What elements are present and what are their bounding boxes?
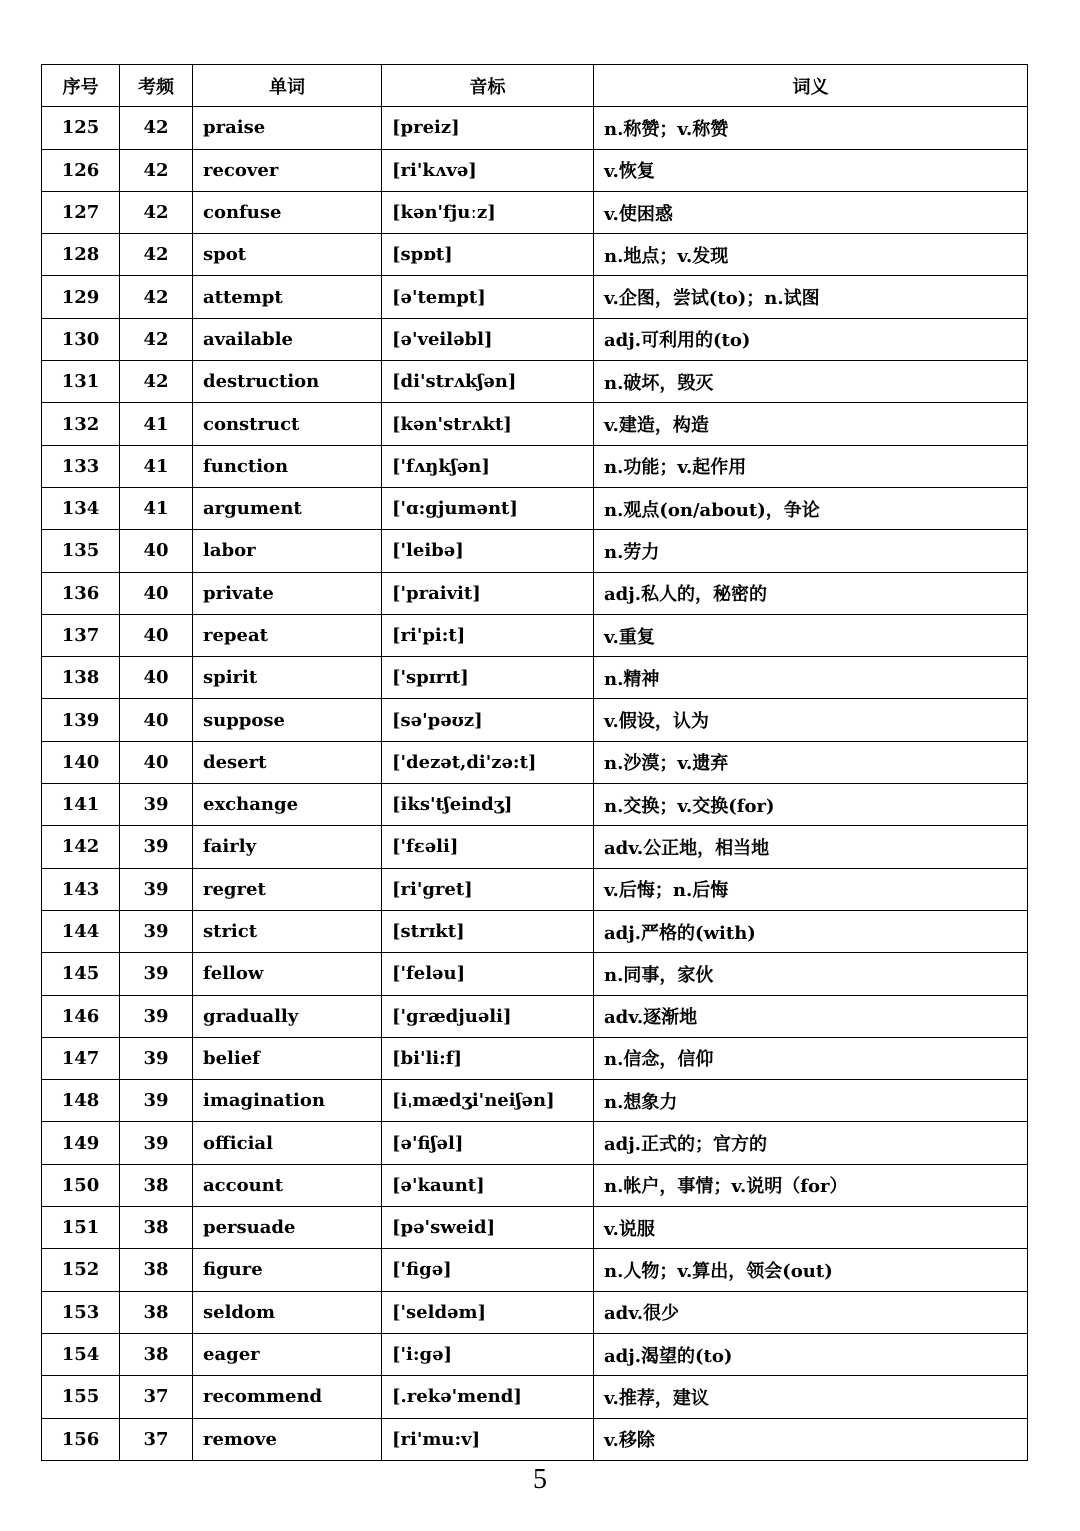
table-row — [42, 1207, 1028, 1249]
cell-meaning: v.使困惑 — [594, 191, 1028, 233]
cell-index: 147 — [42, 1037, 120, 1079]
table-row — [42, 1291, 1028, 1333]
cell-word: figure — [193, 1249, 382, 1291]
cell-index: 126 — [42, 149, 120, 191]
header-index: 序号 — [42, 65, 120, 107]
table-row — [42, 361, 1028, 403]
table-row — [42, 1333, 1028, 1375]
table-row — [42, 318, 1028, 360]
table-header — [42, 65, 1028, 107]
cell-meaning: adv.公正地，相当地 — [594, 826, 1028, 868]
cell-index: 142 — [42, 826, 120, 868]
cell-meaning: v.假设，认为 — [594, 699, 1028, 741]
cell-index: 139 — [42, 699, 120, 741]
cell-frequency: 42 — [120, 107, 193, 149]
cell-phonetic: ['praivit] — [382, 572, 594, 614]
table-row — [42, 1164, 1028, 1206]
cell-frequency: 39 — [120, 953, 193, 995]
table-row — [42, 614, 1028, 656]
cell-meaning: n.人物；v.算出，领会(out) — [594, 1249, 1028, 1291]
cell-meaning: n.沙漠；v.遗弃 — [594, 741, 1028, 783]
table-row — [42, 191, 1028, 233]
cell-index: 154 — [42, 1333, 120, 1375]
cell-frequency: 38 — [120, 1249, 193, 1291]
cell-meaning: n.信念，信仰 — [594, 1037, 1028, 1079]
cell-frequency: 37 — [120, 1418, 193, 1460]
cell-phonetic: [kən'strʌkt] — [382, 403, 594, 445]
cell-word: confuse — [193, 191, 382, 233]
cell-meaning: n.同事，家伙 — [594, 953, 1028, 995]
cell-phonetic: [ə'kaunt] — [382, 1164, 594, 1206]
table-row — [42, 995, 1028, 1037]
cell-meaning: adv.逐渐地 — [594, 995, 1028, 1037]
cell-phonetic: ['i:gə] — [382, 1333, 594, 1375]
cell-frequency: 40 — [120, 657, 193, 699]
cell-meaning: adj.私人的，秘密的 — [594, 572, 1028, 614]
cell-phonetic: [preiz] — [382, 107, 594, 149]
cell-word: spirit — [193, 657, 382, 699]
cell-meaning: adj.渴望的(to) — [594, 1333, 1028, 1375]
cell-phonetic: [iks'tʃeindʒ] — [382, 784, 594, 826]
cell-frequency: 38 — [120, 1164, 193, 1206]
header-word: 单词 — [193, 65, 382, 107]
cell-index: 146 — [42, 995, 120, 1037]
cell-frequency: 39 — [120, 910, 193, 952]
cell-meaning: v.重复 — [594, 614, 1028, 656]
cell-index: 136 — [42, 572, 120, 614]
table-row — [42, 868, 1028, 910]
cell-phonetic: [ə'veiləbl] — [382, 318, 594, 360]
cell-word: eager — [193, 1333, 382, 1375]
cell-index: 145 — [42, 953, 120, 995]
cell-frequency: 38 — [120, 1333, 193, 1375]
table-body — [42, 107, 1028, 1461]
table-row — [42, 699, 1028, 741]
cell-phonetic: [kən'fjuːz] — [382, 191, 594, 233]
cell-phonetic: [spɒt] — [382, 234, 594, 276]
cell-frequency: 42 — [120, 361, 193, 403]
cell-meaning: n.帐户，事情；v.说明（for） — [594, 1164, 1028, 1206]
cell-index: 131 — [42, 361, 120, 403]
cell-word: fairly — [193, 826, 382, 868]
table-row — [42, 657, 1028, 699]
header-phonetic: 音标 — [382, 65, 594, 107]
cell-phonetic: ['fεəli] — [382, 826, 594, 868]
cell-phonetic: ['grædjuəli] — [382, 995, 594, 1037]
table-row — [42, 107, 1028, 149]
cell-meaning: v.企图，尝试(to)；n.试图 — [594, 276, 1028, 318]
cell-phonetic: [.rekə'mend] — [382, 1376, 594, 1418]
cell-frequency: 42 — [120, 318, 193, 360]
table-row — [42, 1122, 1028, 1164]
cell-meaning: adj.正式的；官方的 — [594, 1122, 1028, 1164]
cell-meaning: n.精神 — [594, 657, 1028, 699]
cell-meaning: adj.可利用的(to) — [594, 318, 1028, 360]
cell-index: 138 — [42, 657, 120, 699]
cell-meaning: v.推荐，建议 — [594, 1376, 1028, 1418]
cell-index: 135 — [42, 530, 120, 572]
table-row — [42, 234, 1028, 276]
cell-word: construct — [193, 403, 382, 445]
cell-meaning: n.交换；v.交换(for) — [594, 784, 1028, 826]
table-row — [42, 1376, 1028, 1418]
cell-frequency: 42 — [120, 191, 193, 233]
cell-index: 129 — [42, 276, 120, 318]
cell-word: suppose — [193, 699, 382, 741]
cell-frequency: 40 — [120, 699, 193, 741]
cell-word: spot — [193, 234, 382, 276]
table-row — [42, 784, 1028, 826]
cell-frequency: 41 — [120, 403, 193, 445]
cell-meaning: v.建造，构造 — [594, 403, 1028, 445]
cell-phonetic: [ri'gret] — [382, 868, 594, 910]
cell-phonetic: [ri'pi:t] — [382, 614, 594, 656]
cell-phonetic: [ə'tempt] — [382, 276, 594, 318]
cell-index: 132 — [42, 403, 120, 445]
cell-frequency: 39 — [120, 1037, 193, 1079]
cell-index: 150 — [42, 1164, 120, 1206]
cell-phonetic: [sə'pəʊz] — [382, 699, 594, 741]
cell-phonetic: [iˌmædʒi'neiʃən] — [382, 1080, 594, 1122]
cell-word: argument — [193, 487, 382, 529]
cell-index: 156 — [42, 1418, 120, 1460]
cell-word: official — [193, 1122, 382, 1164]
cell-phonetic: [pə'sweid] — [382, 1207, 594, 1249]
cell-word: available — [193, 318, 382, 360]
table-row — [42, 149, 1028, 191]
table-row — [42, 826, 1028, 868]
cell-index: 127 — [42, 191, 120, 233]
cell-meaning: v.移除 — [594, 1418, 1028, 1460]
cell-phonetic: [bi'li:f] — [382, 1037, 594, 1079]
cell-index: 155 — [42, 1376, 120, 1418]
header-meaning: 词义 — [594, 65, 1028, 107]
cell-phonetic: [ə'fiʃəl] — [382, 1122, 594, 1164]
table-row — [42, 530, 1028, 572]
cell-frequency: 39 — [120, 1122, 193, 1164]
cell-word: exchange — [193, 784, 382, 826]
cell-meaning: n.观点(on/about)，争论 — [594, 487, 1028, 529]
cell-word: recommend — [193, 1376, 382, 1418]
cell-frequency: 37 — [120, 1376, 193, 1418]
cell-word: repeat — [193, 614, 382, 656]
table-row — [42, 741, 1028, 783]
table-row — [42, 910, 1028, 952]
cell-index: 141 — [42, 784, 120, 826]
cell-index: 125 — [42, 107, 120, 149]
cell-meaning: v.恢复 — [594, 149, 1028, 191]
cell-index: 140 — [42, 741, 120, 783]
cell-index: 152 — [42, 1249, 120, 1291]
cell-index: 137 — [42, 614, 120, 656]
cell-frequency: 42 — [120, 149, 193, 191]
cell-frequency: 38 — [120, 1291, 193, 1333]
table-row — [42, 953, 1028, 995]
cell-index: 153 — [42, 1291, 120, 1333]
cell-phonetic: ['fʌŋkʃən] — [382, 445, 594, 487]
header-frequency: 考频 — [120, 65, 193, 107]
cell-phonetic: [ri'kʌvə] — [382, 149, 594, 191]
table-row — [42, 572, 1028, 614]
table-row — [42, 445, 1028, 487]
cell-word: fellow — [193, 953, 382, 995]
cell-meaning: v.后悔；n.后悔 — [594, 868, 1028, 910]
header-row — [42, 65, 1028, 107]
cell-word: account — [193, 1164, 382, 1206]
page-number: 5 — [533, 1464, 547, 1495]
cell-frequency: 41 — [120, 445, 193, 487]
cell-index: 143 — [42, 868, 120, 910]
cell-word: remove — [193, 1418, 382, 1460]
cell-phonetic: ['spɪrɪt] — [382, 657, 594, 699]
table-row — [42, 1080, 1028, 1122]
cell-phonetic: ['ɑ:gjumənt] — [382, 487, 594, 529]
cell-word: persuade — [193, 1207, 382, 1249]
cell-phonetic: ['dezət,di'zə:t] — [382, 741, 594, 783]
cell-frequency: 40 — [120, 741, 193, 783]
cell-meaning: n.地点；v.发现 — [594, 234, 1028, 276]
cell-frequency: 42 — [120, 234, 193, 276]
cell-word: private — [193, 572, 382, 614]
cell-frequency: 39 — [120, 826, 193, 868]
cell-index: 128 — [42, 234, 120, 276]
cell-meaning: v.说服 — [594, 1207, 1028, 1249]
cell-index: 149 — [42, 1122, 120, 1164]
cell-frequency: 42 — [120, 276, 193, 318]
cell-meaning: adv.很少 — [594, 1291, 1028, 1333]
cell-word: function — [193, 445, 382, 487]
cell-word: labor — [193, 530, 382, 572]
cell-phonetic: [strɪkt] — [382, 910, 594, 952]
cell-frequency: 39 — [120, 995, 193, 1037]
cell-frequency: 39 — [120, 868, 193, 910]
cell-index: 134 — [42, 487, 120, 529]
cell-index: 144 — [42, 910, 120, 952]
cell-frequency: 38 — [120, 1207, 193, 1249]
cell-phonetic: ['seldəm] — [382, 1291, 594, 1333]
cell-meaning: n.功能；v.起作用 — [594, 445, 1028, 487]
cell-word: regret — [193, 868, 382, 910]
table-row — [42, 487, 1028, 529]
cell-word: belief — [193, 1037, 382, 1079]
cell-frequency: 39 — [120, 784, 193, 826]
cell-phonetic: [di'strʌkʃən] — [382, 361, 594, 403]
cell-index: 133 — [42, 445, 120, 487]
table-row — [42, 276, 1028, 318]
cell-word: praise — [193, 107, 382, 149]
cell-index: 130 — [42, 318, 120, 360]
cell-meaning: n.劳力 — [594, 530, 1028, 572]
cell-meaning: n.想象力 — [594, 1080, 1028, 1122]
cell-frequency: 40 — [120, 572, 193, 614]
cell-meaning: n.破坏，毁灭 — [594, 361, 1028, 403]
cell-index: 148 — [42, 1080, 120, 1122]
cell-word: recover — [193, 149, 382, 191]
cell-word: imagination — [193, 1080, 382, 1122]
table-row — [42, 1249, 1028, 1291]
cell-word: seldom — [193, 1291, 382, 1333]
cell-phonetic: ['leibə] — [382, 530, 594, 572]
cell-word: destruction — [193, 361, 382, 403]
vocabulary-table — [41, 64, 1028, 1461]
cell-frequency: 40 — [120, 530, 193, 572]
table-row — [42, 1037, 1028, 1079]
cell-word: gradually — [193, 995, 382, 1037]
cell-meaning: n.称赞；v.称赞 — [594, 107, 1028, 149]
cell-phonetic: ['figə] — [382, 1249, 594, 1291]
cell-index: 151 — [42, 1207, 120, 1249]
cell-phonetic: [ri'mu:v] — [382, 1418, 594, 1460]
cell-meaning: adj.严格的(with) — [594, 910, 1028, 952]
cell-phonetic: ['feləu] — [382, 953, 594, 995]
cell-frequency: 41 — [120, 487, 193, 529]
cell-frequency: 39 — [120, 1080, 193, 1122]
cell-word: strict — [193, 910, 382, 952]
cell-word: desert — [193, 741, 382, 783]
table-row — [42, 403, 1028, 445]
cell-word: attempt — [193, 276, 382, 318]
cell-frequency: 40 — [120, 614, 193, 656]
table-row — [42, 1418, 1028, 1460]
